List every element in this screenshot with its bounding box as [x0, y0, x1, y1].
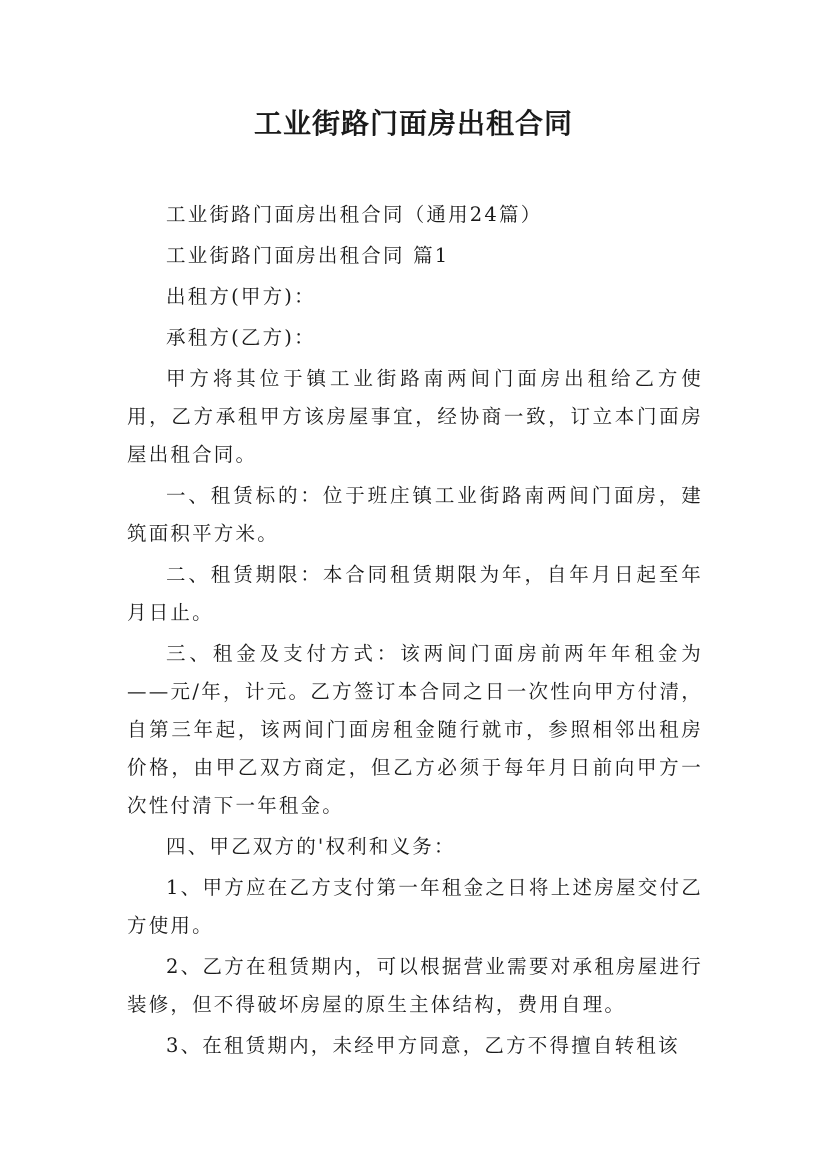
paragraph-section-title: 工业街路门面房出租合同 篇1	[166, 244, 450, 267]
paragraph-lessor: 出租方(甲方)：	[166, 285, 316, 308]
paragraph-clause-4: 四、甲乙双方的'权利和义务：	[166, 835, 456, 858]
paragraph-item-1: 1、甲方应在乙方支付第一年租金之日将上述房屋交付乙方使用。	[127, 876, 703, 937]
paragraph-lessee: 承租方(乙方)：	[166, 326, 316, 349]
document-body	[127, 196, 703, 1068]
paragraph-item-3: 3、在租赁期内，未经甲方同意，乙方不得擅自转租该	[166, 1034, 680, 1057]
paragraph-clause-3: 三、租金及支付方式：该两间门面房前两年年租金为——元/年，计元。乙方签订本合同之日一次性向甲方付清，自第三年起，该两间门面房租金随行就市，参照相邻出租房价格，由甲乙双方商定，但乙方必须于每年月日前向甲方一次性付清下一年租金。	[127, 642, 703, 817]
paragraph-clause-1: 一、租赁标的：位于班庄镇工业街路南两间门面房，建筑面积平方米。	[127, 484, 703, 545]
paragraph-clause-2: 二、租赁期限：本合同租赁期限为年，自年月日起至年月日止。	[127, 563, 703, 624]
document-title: 工业街路门面房出租合同	[253, 107, 573, 140]
paragraph-item-2: 2、乙方在租赁期内，可以根据营业需要对承租房屋进行装修，但不得破坏房屋的原生主体结构，费用自理。	[127, 955, 703, 1016]
paragraph-heading: 工业街路门面房出租合同（通用24篇）	[166, 203, 543, 226]
paragraph-intro: 甲方将其位于镇工业街路南两间门面房出租给乙方使用，乙方承租甲方该房屋事宜，经协商一致，订立本门面房屋出租合同。	[127, 367, 703, 466]
